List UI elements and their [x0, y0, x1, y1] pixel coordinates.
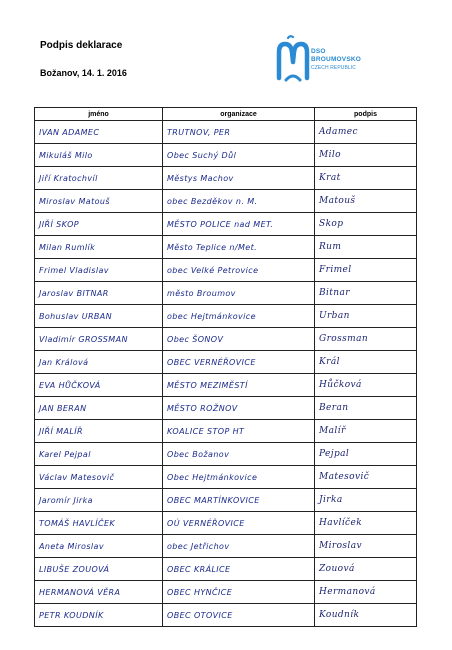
column-header-organization: organizace: [163, 108, 315, 121]
table-row: [35, 351, 417, 374]
signature-table: [34, 107, 417, 627]
signature-cell: Koudník: [315, 604, 417, 627]
signature-cell: Jirka: [315, 489, 417, 512]
table-row: [35, 374, 417, 397]
logo-line-dso: DSO: [311, 48, 326, 55]
name-cell: PETR KOUDNÍK: [35, 604, 163, 627]
table-row: [35, 213, 417, 236]
organization-cell: Obec Hejtmánkovice: [163, 466, 315, 489]
name-cell: Jan Králová: [35, 351, 163, 374]
name-cell: HERMANOVÁ VĚRA: [35, 581, 163, 604]
table-row: [35, 489, 417, 512]
table-row: [35, 604, 417, 627]
name-cell: Frimel Vladislav: [35, 259, 163, 282]
signature-cell: Beran: [315, 397, 417, 420]
signature-cell: Krat: [315, 167, 417, 190]
table-header-row: [35, 108, 417, 121]
organization-cell: MĚSTO ROŽNOV: [163, 397, 315, 420]
table-row: [35, 190, 417, 213]
signature-cell: Hermanová: [315, 581, 417, 604]
organization-cell: Městys Machov: [163, 167, 315, 190]
logo-line-country: CZECH REPUBLIC: [311, 65, 357, 71]
name-cell: Jaromír Jirka: [35, 489, 163, 512]
organization-cell: obec Velké Petrovice: [163, 259, 315, 282]
table-row: [35, 259, 417, 282]
name-cell: Vladimír GROSSMAN: [35, 328, 163, 351]
table-row: [35, 535, 417, 558]
signature-rows: [35, 121, 417, 627]
place-date: Božanov, 14. 1. 2016: [40, 68, 127, 78]
signature-cell: Matesovič: [315, 466, 417, 489]
name-cell: Aneta Miroslav: [35, 535, 163, 558]
document-title: Podpis deklarace: [40, 40, 123, 51]
organization-cell: Obec ŠONOV: [163, 328, 315, 351]
logo-text: [311, 48, 361, 72]
name-cell: EVA HŮČKOVÁ: [35, 374, 163, 397]
name-cell: JAN BERAN: [35, 397, 163, 420]
dso-broumovsko-logo: [276, 34, 416, 84]
table-row: [35, 512, 417, 535]
table-row: [35, 397, 417, 420]
signature-cell: Rum: [315, 236, 417, 259]
organization-cell: OBEC VERNÉŘOVICE: [163, 351, 315, 374]
column-header-signature: podpis: [315, 108, 417, 121]
name-cell: Karel Pejpal: [35, 443, 163, 466]
signature-cell: Pejpal: [315, 443, 417, 466]
name-cell: Václav Matesovič: [35, 466, 163, 489]
organization-cell: Obec Božanov: [163, 443, 315, 466]
signature-cell: Grossman: [315, 328, 417, 351]
signature-cell: Matouš: [315, 190, 417, 213]
organization-cell: MĚSTO MEZIMĚSTÍ: [163, 374, 315, 397]
organization-cell: OBEC MARTÍNKOVICE: [163, 489, 315, 512]
signature-cell: Frimel: [315, 259, 417, 282]
name-cell: Mikuláš Milo: [35, 144, 163, 167]
signature-cell: Král: [315, 351, 417, 374]
organization-cell: OÚ VERNÉŘOVICE: [163, 512, 315, 535]
name-cell: Bohuslav URBAN: [35, 305, 163, 328]
name-cell: Miroslav Matouš: [35, 190, 163, 213]
signature-cell: Urban: [315, 305, 417, 328]
organization-cell: obec Hejtmánkovice: [163, 305, 315, 328]
table-row: [35, 144, 417, 167]
table-row: [35, 236, 417, 259]
organization-cell: obec Bezděkov n. M.: [163, 190, 315, 213]
signature-cell: Skop: [315, 213, 417, 236]
signature-cell: Hůčková: [315, 374, 417, 397]
signature-cell: Milo: [315, 144, 417, 167]
table-row: [35, 443, 417, 466]
table-row: [35, 466, 417, 489]
table-row: [35, 305, 417, 328]
organization-cell: TRUTNOV, PER: [163, 121, 315, 144]
table-row: [35, 420, 417, 443]
table-row: [35, 328, 417, 351]
organization-cell: Město Teplice n/Met.: [163, 236, 315, 259]
table-row: [35, 121, 417, 144]
name-cell: JIŘÍ MALÍŘ: [35, 420, 163, 443]
organization-cell: město Broumov: [163, 282, 315, 305]
signature-cell: Malíř: [315, 420, 417, 443]
table-row: [35, 167, 417, 190]
table-row: [35, 558, 417, 581]
organization-cell: OBEC OTOVICE: [163, 604, 315, 627]
organization-cell: obec Jetřichov: [163, 535, 315, 558]
signature-cell: Zouová: [315, 558, 417, 581]
name-cell: Jiří Kratochvíl: [35, 167, 163, 190]
name-cell: Milan Rumlík: [35, 236, 163, 259]
name-cell: TOMÁŠ HAVLÍČEK: [35, 512, 163, 535]
organization-cell: Obec Suchý Důl: [163, 144, 315, 167]
logo-line-broumovsko: BROUMOVSKO: [311, 56, 362, 63]
organization-cell: OBEC HYNČICE: [163, 581, 315, 604]
table-row: [35, 282, 417, 305]
signature-cell: Miroslav: [315, 535, 417, 558]
name-cell: JIŘÍ SKOP: [35, 213, 163, 236]
organization-cell: KOALICE STOP HT: [163, 420, 315, 443]
name-cell: Jaroslav BITNAR: [35, 282, 163, 305]
organization-cell: MĚSTO POLICE nad MET.: [163, 213, 315, 236]
name-cell: IVAN ADAMEC: [35, 121, 163, 144]
signature-cell: Adamec: [315, 121, 417, 144]
signature-cell: Havlíček: [315, 512, 417, 535]
column-header-name: jméno: [35, 108, 163, 121]
name-cell: LIBUŠE ZOUOVÁ: [35, 558, 163, 581]
organization-cell: OBEC KRÁLICE: [163, 558, 315, 581]
logo-mark-icon: [276, 34, 310, 84]
signature-cell: Bitnar: [315, 282, 417, 305]
table-row: [35, 581, 417, 604]
